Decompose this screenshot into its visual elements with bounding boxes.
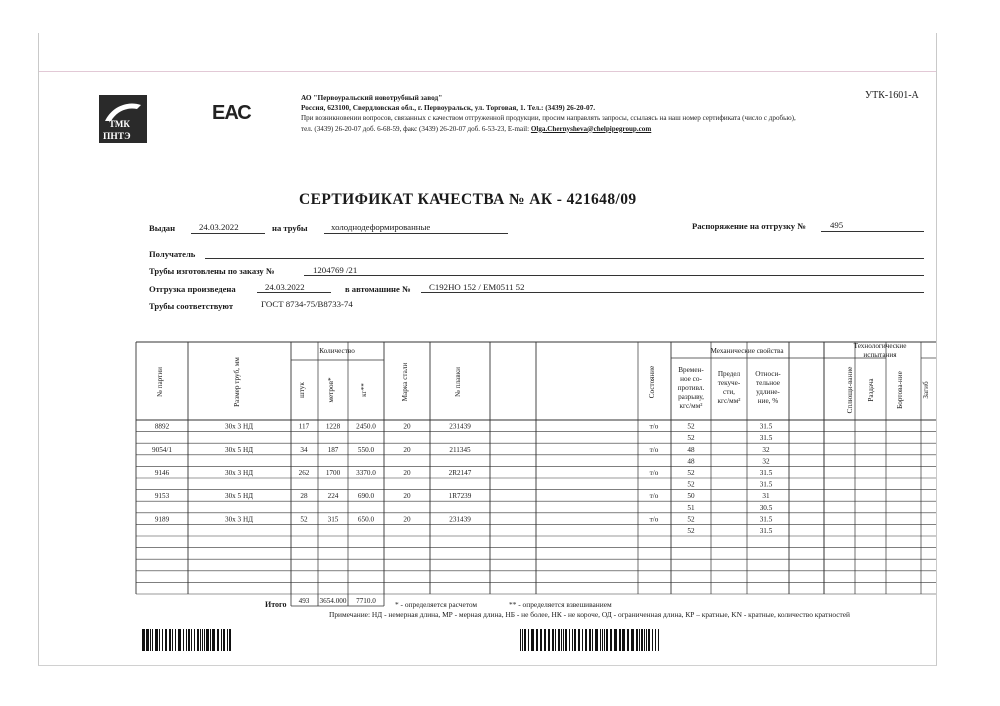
barcode-bar xyxy=(646,629,647,651)
barcode-bar xyxy=(524,629,526,651)
header-tensile: ное со- xyxy=(680,375,702,383)
cell-state: т/о xyxy=(649,469,659,477)
barcode-bar xyxy=(217,629,219,651)
barcode-bar xyxy=(582,629,583,651)
barcode-bar xyxy=(595,629,598,651)
cell-kg: 2450.0 xyxy=(356,422,376,431)
barcode-bar xyxy=(578,629,580,651)
cell-kg: 650.0 xyxy=(357,515,375,524)
barcode-bar xyxy=(636,629,638,651)
header-meters: метров* xyxy=(327,377,335,403)
cell-batch: 8892 xyxy=(154,422,170,431)
vehicle-underline xyxy=(421,292,924,293)
barcode-bar xyxy=(641,629,643,651)
made-value: 1204769 /21 xyxy=(313,265,358,275)
standard-value: ГОСТ 8734-75/В8733-74 xyxy=(261,299,353,309)
top-rule xyxy=(39,71,936,72)
cell-steel: 20 xyxy=(403,422,411,431)
logo-mark: ТМК xyxy=(109,119,130,129)
header-yield: Предел xyxy=(717,370,741,378)
barcode-bar xyxy=(520,629,521,651)
barcode-bar xyxy=(548,629,550,651)
barcode-bar xyxy=(658,629,659,651)
cell-heat: 231439 xyxy=(449,422,471,431)
issued-label: Выдан xyxy=(149,223,176,233)
order-number: 495 xyxy=(830,220,844,230)
cell-tensile: 48 xyxy=(687,457,695,466)
header-yield: текуче- xyxy=(717,379,741,387)
total-kg: 7710.0 xyxy=(356,597,376,605)
cell-tensile: 50 xyxy=(687,492,695,501)
barcode-bar xyxy=(522,629,523,651)
made-label: Трубы изготовлены по заказу № xyxy=(149,266,275,276)
barcode-bar xyxy=(536,629,538,651)
pipes-label: на трубы xyxy=(272,223,308,233)
cell-elong: 32 xyxy=(762,445,770,454)
cell-batch: 9146 xyxy=(154,469,170,477)
barcode-bar xyxy=(627,629,629,651)
cell-state: т/о xyxy=(649,515,659,524)
header-quantity: Количество xyxy=(319,347,355,355)
certificate-sheet xyxy=(38,33,937,666)
cell-kg: 690.0 xyxy=(357,492,375,501)
pipes-type: холоднодеформированные xyxy=(331,222,431,232)
cell-tensile: 52 xyxy=(687,527,695,535)
cell-steel: 20 xyxy=(403,492,411,501)
cell-steel: 20 xyxy=(403,445,411,454)
cell-elong: 31.5 xyxy=(759,527,773,535)
quality-table xyxy=(136,342,936,619)
cell-kg: 550.0 xyxy=(357,445,375,454)
note-calc: * - определяется расчетом xyxy=(395,600,478,609)
barcode-bar xyxy=(165,629,167,651)
header-bend: Загиб xyxy=(922,381,930,399)
header-tensile: противл. xyxy=(677,384,705,392)
contact-email: Olga.Chernysheva@chelpipegroup.com xyxy=(530,124,652,133)
barcode-bar xyxy=(652,629,653,651)
header-elong: ние, % xyxy=(757,397,779,405)
cell-pcs: 52 xyxy=(300,515,308,524)
header-kg: кг** xyxy=(360,383,368,397)
barcode-bar xyxy=(631,629,634,651)
cell-elong: 31.5 xyxy=(759,469,773,477)
header-elong: удлине- xyxy=(756,388,780,396)
cell-elong: 32 xyxy=(762,457,770,466)
barcode-center-icon xyxy=(520,629,660,651)
barcode-bar xyxy=(558,629,560,651)
barcode-bar xyxy=(212,629,215,651)
barcode-bar xyxy=(604,629,605,651)
note-weigh: ** - определяется взвешиванием xyxy=(509,600,612,609)
barcode-bar xyxy=(644,629,645,651)
cell-tensile: 48 xyxy=(687,445,695,454)
header-pcs: штук xyxy=(298,382,306,398)
cell-pcs: 28 xyxy=(300,492,308,501)
barcode-bar xyxy=(655,629,656,651)
barcode-bar xyxy=(210,629,211,651)
barcode-bar xyxy=(572,629,573,651)
header-tech: Технологические xyxy=(853,342,907,350)
company-info xyxy=(301,93,796,134)
cell-tensile: 51 xyxy=(687,503,695,512)
header-batch: № партии xyxy=(156,366,164,398)
cell-pcs: 117 xyxy=(298,422,310,431)
header-tensile: кгс/мм² xyxy=(679,402,703,410)
barcode-left-icon xyxy=(142,629,230,651)
barcode-bar xyxy=(200,629,201,651)
made-underline xyxy=(304,275,924,276)
cell-elong: 31.5 xyxy=(759,434,773,443)
eac-mark-icon xyxy=(212,97,251,124)
cell-batch: 9153 xyxy=(154,492,170,501)
issued-date: 24.03.2022 xyxy=(199,222,239,232)
header-state: Состояние xyxy=(648,365,656,399)
cell-elong: 31.5 xyxy=(759,515,773,524)
company-address: Россия, 623100, Свердловская обл., г. Первоуральск, ул. Торговая, 1. Тел.: (3439) 26-20-07. xyxy=(301,103,596,113)
header-mech: Механические свойства xyxy=(710,347,784,355)
barcode-bar xyxy=(561,629,562,651)
barcode-bar xyxy=(585,629,587,651)
barcode-bar xyxy=(194,629,195,651)
form-code: УТК-1601-А xyxy=(865,90,919,101)
barcode-bar xyxy=(648,629,650,651)
cell-meters: 1700 xyxy=(325,469,341,477)
header-elong: Относи- xyxy=(755,370,781,378)
cell-elong: 31 xyxy=(762,492,770,501)
header-tech: испытания xyxy=(863,351,897,359)
cell-elong: 31.5 xyxy=(759,480,773,489)
vehicle-label: в автомашине № xyxy=(345,284,411,294)
cell-elong: 31.5 xyxy=(759,422,773,431)
cell-steel: 20 xyxy=(403,515,411,524)
cell-meters: 315 xyxy=(327,515,339,524)
header-elong: тельное xyxy=(756,379,780,387)
barcode-bar xyxy=(204,629,205,651)
barcode-bar xyxy=(606,629,608,651)
header-yield: кгс/мм² xyxy=(717,397,741,405)
issued-underline xyxy=(191,233,265,234)
order-label: Распоряжение на отгрузку № xyxy=(692,221,806,231)
barcode-bar xyxy=(639,629,640,651)
barcode-bar xyxy=(175,629,176,651)
barcode-bar xyxy=(592,629,593,651)
barcode-bar xyxy=(614,629,617,651)
cell-heat: 1R7239 xyxy=(448,492,472,501)
cell-size: 30х 5 НД xyxy=(224,492,254,501)
cell-heat: 211345 xyxy=(449,445,471,454)
barcode-bar xyxy=(172,629,173,651)
cell-pcs: 262 xyxy=(298,469,310,477)
barcode-bar xyxy=(206,629,209,651)
cell-size: 30х 3 НД xyxy=(224,422,254,431)
barcode-bar xyxy=(229,629,231,651)
cell-kg: 3370.0 xyxy=(356,469,376,477)
cell-batch: 9054/1 xyxy=(152,445,172,454)
certificate-title: СЕРТИФИКАТ КАЧЕСТВА № АК - 421648/09 xyxy=(299,191,637,208)
quality-table-grid xyxy=(136,342,936,614)
cell-size: 30х 5 НД xyxy=(224,445,254,454)
standard-label: Трубы соответствуют xyxy=(149,301,234,311)
barcode-bar xyxy=(610,629,612,651)
header-flange: Бортова-ние xyxy=(896,371,904,409)
barcode-bar xyxy=(142,629,145,651)
barcode-bar xyxy=(563,629,564,651)
pipes-underline xyxy=(324,233,508,234)
cell-tensile: 52 xyxy=(687,469,695,477)
company-logo-icon xyxy=(99,95,147,143)
barcode-bar xyxy=(552,629,554,651)
eac-text: ЕАС xyxy=(212,102,251,124)
barcode-bar xyxy=(602,629,603,651)
header-heat: № плавки xyxy=(454,366,462,398)
cell-state: т/о xyxy=(649,422,659,431)
cell-steel: 20 xyxy=(403,469,411,477)
recipient-underline xyxy=(205,258,924,259)
header-tensile: разрыву, xyxy=(678,393,704,401)
contact-line-1: При возникновении вопросов, связанных с качеством отгруженной продукции, просим направлять запросы, ссылаясь на наш номер сертификата (число с дробью), xyxy=(301,114,796,123)
header-yield: сти, xyxy=(723,388,735,396)
vehicle-value: С192НО 152 / ЕМ0511 52 xyxy=(429,282,525,292)
header-steel: Марка стали xyxy=(401,362,409,402)
cell-tensile: 52 xyxy=(687,422,695,431)
contact-line-2: тел. (3439) 26-20-07 доб. 6-68-59, факс (3439) 26-20-07 доб. 6-53-23, E-mail: xyxy=(301,124,531,133)
barcode-bar xyxy=(221,629,222,651)
barcode-bar xyxy=(159,629,160,651)
barcode-bar xyxy=(169,629,171,651)
header-tensile: Времен- xyxy=(678,366,704,374)
cell-heat: 231439 xyxy=(449,515,471,524)
barcode-bar xyxy=(555,629,556,651)
cell-elong: 30.5 xyxy=(759,503,773,512)
header-flatten: Сплющи-вание xyxy=(846,366,854,414)
cell-state: т/о xyxy=(649,445,659,454)
barcode-bar xyxy=(155,629,158,651)
shipped-underline xyxy=(257,292,331,293)
shipped-label: Отгрузка произведена xyxy=(149,284,236,294)
barcode-bar xyxy=(183,629,184,651)
barcode-bar xyxy=(528,629,529,651)
barcode-bar xyxy=(186,629,187,651)
header-size: Размер труб, мм xyxy=(233,357,241,407)
barcode-bar xyxy=(544,629,546,651)
cell-meters: 187 xyxy=(327,445,339,454)
cell-pcs: 34 xyxy=(300,445,308,454)
barcode-bar xyxy=(589,629,591,651)
barcode-bar xyxy=(540,629,542,651)
barcode-bar xyxy=(150,629,151,651)
cell-tensile: 52 xyxy=(687,434,695,443)
header-expand: Раздача xyxy=(867,378,875,402)
cell-batch: 9189 xyxy=(154,515,170,524)
cell-size: 30х 3 НД xyxy=(224,469,254,477)
logo-text: ПНТЭ xyxy=(103,132,131,142)
barcode-bar xyxy=(569,629,570,651)
barcode-bar xyxy=(178,629,181,651)
total-meters: 3654.000 xyxy=(319,597,347,605)
cell-tensile: 52 xyxy=(687,480,695,489)
total-label: Итого xyxy=(265,600,287,609)
total-pcs: 493 xyxy=(298,597,310,605)
cell-meters: 1228 xyxy=(325,422,341,431)
barcode-bar xyxy=(223,629,225,651)
order-underline xyxy=(821,231,924,232)
barcode-bar xyxy=(191,629,192,651)
barcode-bar xyxy=(622,629,625,651)
remark: Примечание: НД - немерная длина, МР - мерная длина, НБ - не более, НК - не короче, ОД - ограниченная длина, КР – кратные, KN - кратные, количество кратностей xyxy=(329,610,850,619)
barcode-bar xyxy=(188,629,190,651)
barcode-bar xyxy=(146,629,149,651)
barcode-bar xyxy=(565,629,567,651)
shipped-date: 24.03.2022 xyxy=(265,282,305,292)
cell-state: т/о xyxy=(649,492,659,501)
cell-size: 30х 3 НД xyxy=(224,515,254,524)
barcode-bar xyxy=(162,629,163,651)
barcode-bar xyxy=(152,629,153,651)
cell-heat: 2R2147 xyxy=(448,469,472,477)
barcode-bar xyxy=(531,629,534,651)
cell-tensile: 52 xyxy=(687,515,695,524)
barcode-bar xyxy=(197,629,199,651)
recipient-label: Получатель xyxy=(149,249,196,259)
barcode-bar xyxy=(600,629,601,651)
barcode-bar xyxy=(202,629,203,651)
barcode-bar xyxy=(619,629,621,651)
cell-meters: 224 xyxy=(327,492,339,501)
barcode-bar xyxy=(574,629,576,651)
company-name: АО "Первоуральский новотрубный завод" xyxy=(301,93,443,102)
barcode-bar xyxy=(227,629,228,651)
